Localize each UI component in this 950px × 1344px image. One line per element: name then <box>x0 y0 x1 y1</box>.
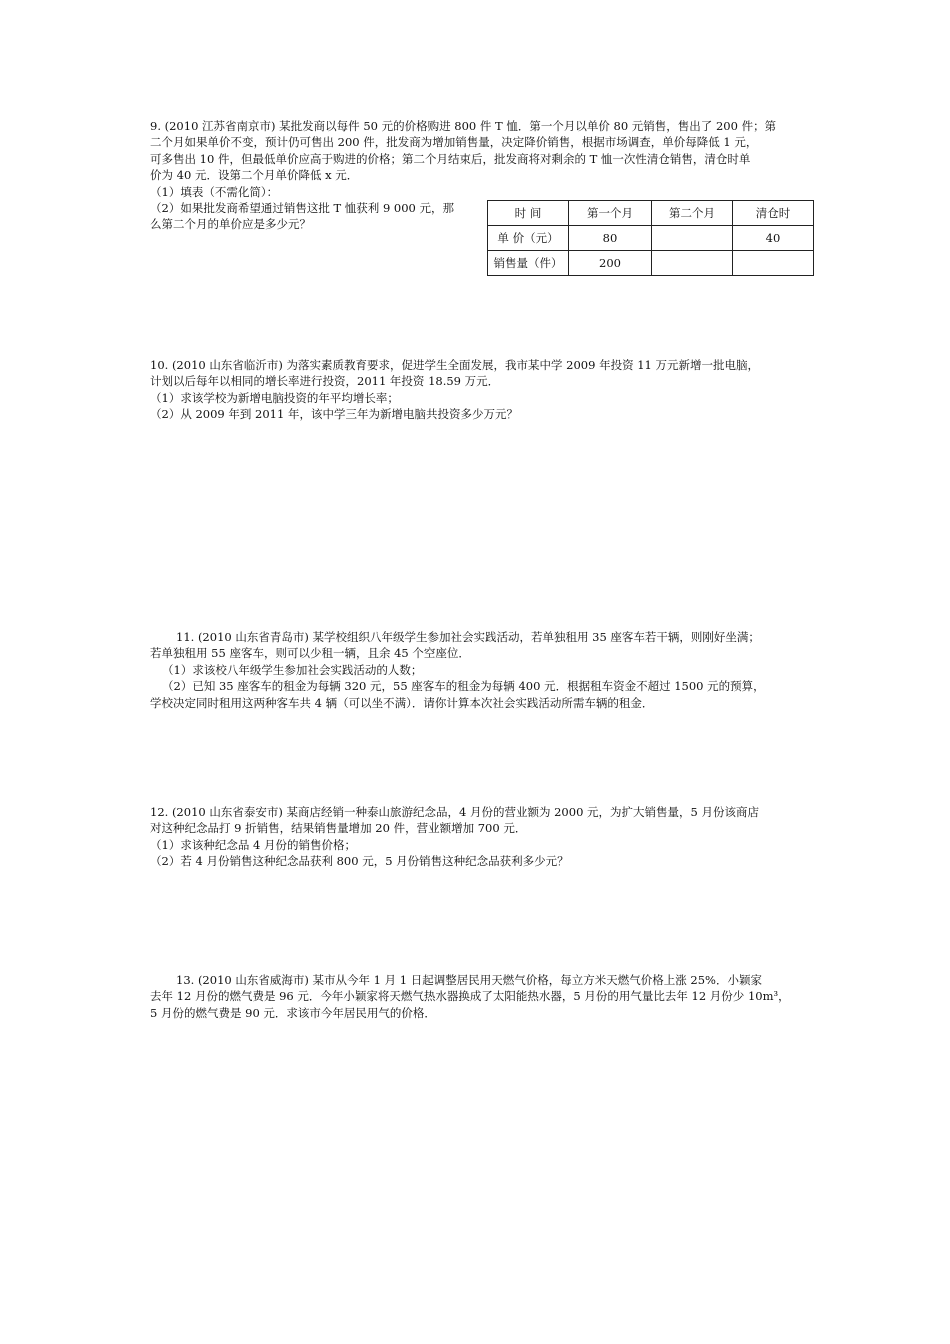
table-row <box>488 251 814 276</box>
q9-line-4: 价为 40 元．设第二个月单价降低 x 元． <box>150 168 359 183</box>
q9-line-1: 9. (2010 江苏省南京市) 某批发商以每件 50 元的价格购进 800 件 T 恤．第一个月以单价 80 元销售，售出了 200 件；第 <box>150 119 777 133</box>
q10-line-2: 计划以后每年以相同的增长率进行投资，2011 年投资 18.59 万元． <box>150 374 500 389</box>
q13-line-1: 13. (2010 山东省威海市) 某市从今年 1 月 1 日起调整居民用天燃气价格，每立方米天燃气价格上涨 25%．小颖家 <box>176 973 762 987</box>
table-cell-qty-month2 <box>652 251 733 276</box>
table-cell-price-clearance: 40 <box>733 226 814 251</box>
table-header-row <box>488 201 814 226</box>
q9-part-2a: （2）如果批发商希望通过销售这批 T 恤获利 9 000 元，那 <box>150 201 455 216</box>
q11-part-1: （1）求该校八年级学生参加社会实践活动的人数； <box>162 662 423 677</box>
q9-line-2: 二个月如果单价不变，预计仍可售出 200 件，批发商为增加销售量，决定降价销售，根据市场调查，单价每降低 1 元， <box>150 135 758 150</box>
q9-part-2b: 么第二个月的单价应是多少元？ <box>150 217 311 232</box>
question-9 <box>150 118 815 270</box>
q11-line-1: 11. (2010 山东省青岛市) 某学校组织八年级学生参加社会实践活动，若单独租用 35 座客车若干辆，则刚好坐满； <box>176 630 760 644</box>
q12-part-1: （1）求该种纪念品 4 月份的销售价格； <box>150 837 356 852</box>
table-header-clearance: 清仓时 <box>733 201 814 226</box>
q9-part-1: （1）填表（不需化简）： <box>150 184 279 199</box>
question-10 <box>150 357 815 423</box>
question-11 <box>150 629 815 711</box>
table-cell-qty-label: 销售量（件） <box>488 251 569 276</box>
table-header-month2: 第二个月 <box>652 201 733 226</box>
q10-part-2: （2）从 2009 年到 2011 年，该中学三年为新增电脑共投资多少万元？ <box>150 407 518 422</box>
question-12 <box>150 804 815 870</box>
q13-line-2: 去年 12 月份的燃气费是 96 元．今年小颖家将天燃气热水器换成了太阳能热水器，5 月份的用气量比去年 12 月份少 10m³， <box>150 989 790 1004</box>
table-header-time: 时 间 <box>488 201 569 226</box>
q12-part-2: （2）若 4 月份销售这种纪念品获利 800 元，5 月份销售这种纪念品获利多少元？ <box>150 854 569 869</box>
question-13 <box>150 972 815 1021</box>
table-cell-price-label: 单 价（元） <box>488 226 569 251</box>
q10-part-1: （1）求该学校为新增电脑投资的年平均增长率； <box>150 390 399 405</box>
q13-line-3: 5 月份的燃气费是 90 元．求该市今年居民用气的价格． <box>150 1005 436 1020</box>
q11-part-2-cont: 学校决定同时租用这两种客车共 4 辆（可以坐不满）．请你计算本次社会实践活动所需车辆的租金． <box>150 695 654 710</box>
q11-part-2: （2）已知 35 座客车的租金为每辆 320 元，55 座客车的租金为每辆 400 元．根据租车资金不超过 1500 元的预算， <box>162 679 765 694</box>
q10-line-1: 10. (2010 山东省临沂市) 为落实素质教育要求，促进学生全面发展，我市某中学 2009 年投资 11 万元新增一批电脑， <box>150 358 760 372</box>
table-row <box>488 226 814 251</box>
q11-line-2: 若单独租用 55 座客车，则可以少租一辆，且余 45 个空座位． <box>150 646 470 661</box>
table-cell-qty-month1: 200 <box>569 251 652 276</box>
table-cell-qty-clearance <box>733 251 814 276</box>
table-cell-price-month2 <box>652 226 733 251</box>
q12-line-2: 对这种纪念品打 9 折销售，结果销售量增加 20 件，营业额增加 700 元． <box>150 821 527 836</box>
table-header-month1: 第一个月 <box>569 201 652 226</box>
q9-fill-table <box>487 200 814 276</box>
q12-line-1: 12. (2010 山东省泰安市) 某商店经销一种泰山旅游纪念品，4 月份的营业额为 2000 元，为扩大销售量，5 月份该商店 <box>150 805 760 819</box>
q9-line-3: 可多售出 10 件，但最低单价应高于购进的价格；第二个月结束后，批发商将对剩余的 T 恤一次性清仓销售，清仓时单 <box>150 151 751 166</box>
table-cell-price-month1: 80 <box>569 226 652 251</box>
